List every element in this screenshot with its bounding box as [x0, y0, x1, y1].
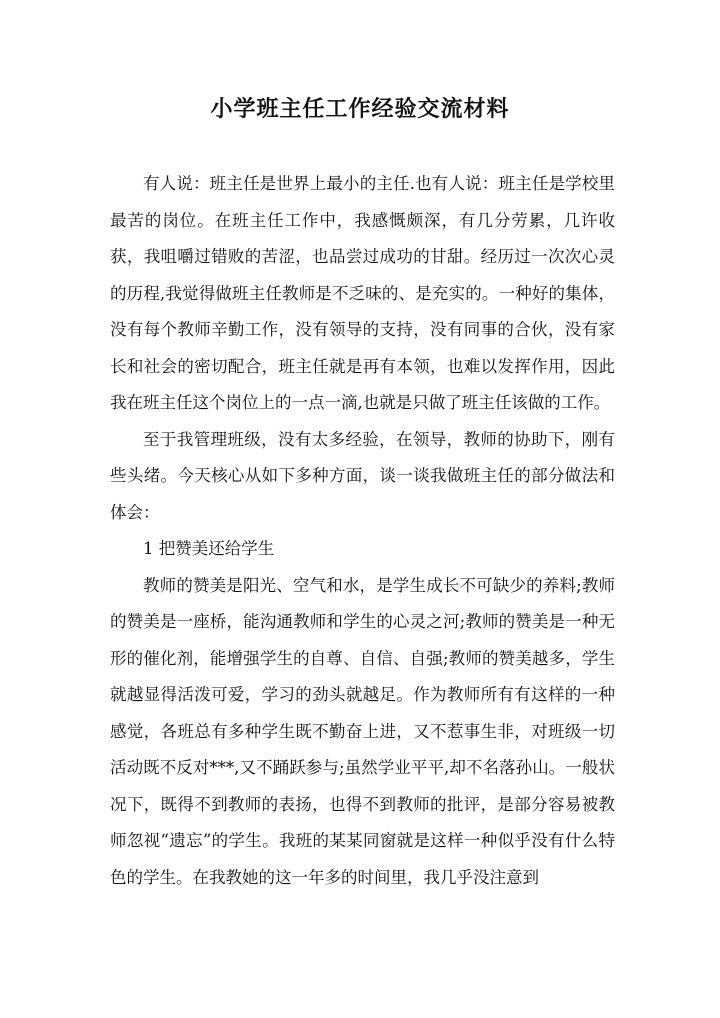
document-title: 小学班主任工作经验交流材料 [210, 96, 510, 122]
document-body [110, 166, 615, 896]
section-heading: 1 把赞美还给学生 [143, 539, 275, 558]
paragraph: 至于我管理班级，没有太多经验，在领导，教师的协助下，刚有些头绪。今天核心从如下多种方面，谈一谈我做班主任的部分做法和体会： [110, 429, 615, 522]
paragraph: 有人说：班主任是世界上最小的主任.也有人说：班主任是学校里最苦的岗位。在班主任工作中，我感慨颇深，有几分劳累，几许收获，我咀嚼过错败的苦涩，也品尝过成功的甘甜。经历过一次次心灵的历程,我觉得做班主任教师是不乏味的、是充实的。一种好的集体，没有每个教师辛勤工作，没有领导的支持，没有同事的合伙，没有家长和社会的密切配合，班主任就是再有本领，也难以发挥作用，因此我在班主任这个岗位上的一点一滴,也就是只做了班主任该做的工作。 [110, 174, 615, 412]
paragraph: 教师的赞美是阳光、空气和水，是学生成长不可缺少的养料;教师的赞美是一座桥，能沟通教师和学生的心灵之河;教师的赞美是一种无形的催化剂，能增强学生的自尊、自信、自强;教师的赞美越多，学生就越显得活泼可爱，学习的劲头就越足。作为教师所有有这样的一种感觉，各班总有多种学生既不勤奋上进，又不惹事生非，对班级一切活动既不反对***,又不踊跃参与;虽然学业平平,却不名落孙山。一般状况下，既得不到教师的表扬，也得不到教师的批评，是部分容易被教师忽视“遗忘”的学生。我班的某某同窗就是这样一种似乎没有什么特色的学生。在我教她的这一年多的时间里，我几乎没注意到 [110, 575, 615, 887]
